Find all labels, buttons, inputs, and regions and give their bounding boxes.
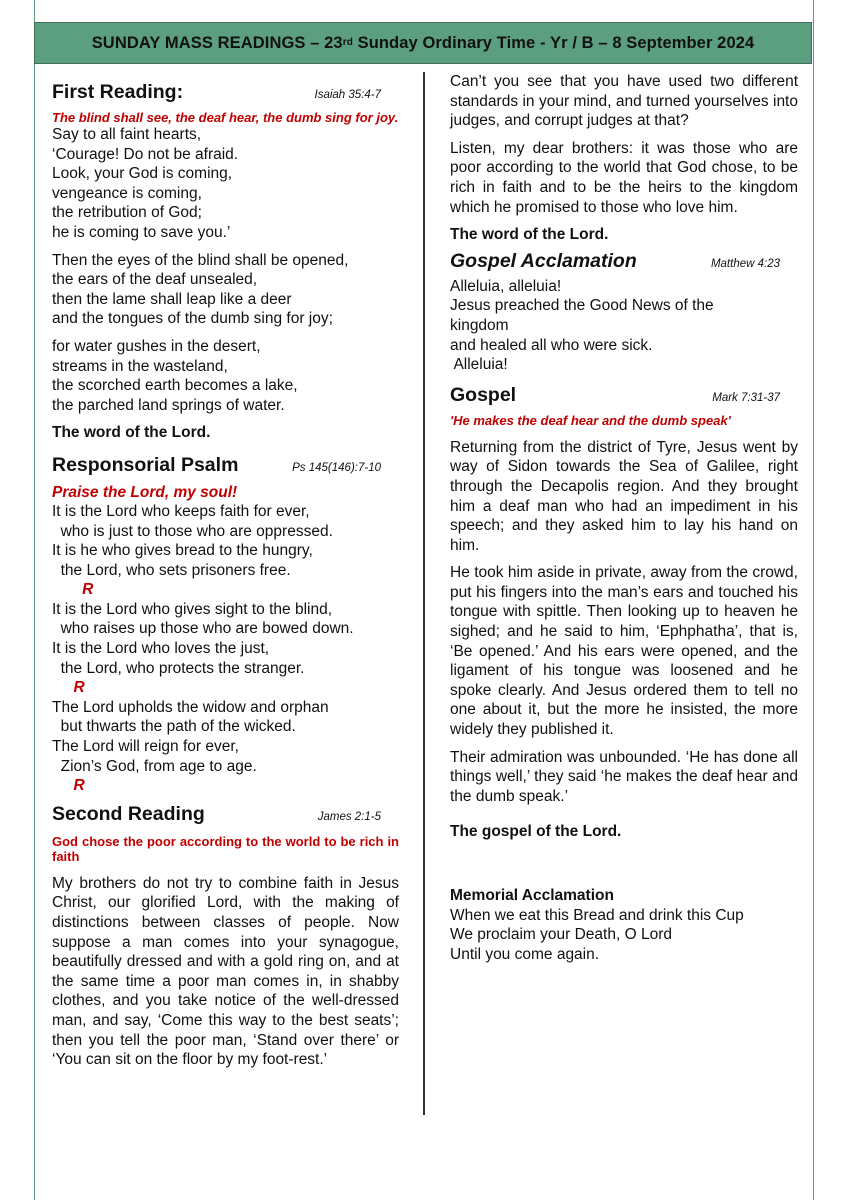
- page-title-banner: SUNDAY MASS READINGS – 23 rd Sunday Ordinary Time - Yr / B – 8 September 2024: [34, 22, 812, 64]
- banner-title-prefix: SUNDAY MASS READINGS – 23: [91, 33, 343, 52]
- psalm-verses: [52, 502, 399, 796]
- acclamation-line: and healed all who were sick.: [450, 336, 653, 354]
- psalm-response-marker: R: [52, 581, 94, 599]
- first-reading-stanza: [52, 125, 399, 243]
- psalm-line: It is the Lord who loves the just,: [52, 640, 270, 658]
- page-border-right: [813, 0, 814, 1200]
- psalm-line: but thwarts the path of the wicked.: [52, 718, 296, 736]
- verse-line: the parched land springs of water.: [52, 396, 285, 414]
- verse-line: vengeance is coming,: [52, 184, 202, 202]
- first-reading-stanza: [52, 251, 399, 329]
- gospel-paragraph: Returning from the district of Tyre, Jesus went by way of Sidon towards the Sea of Galilee, right through the Decapolis region. And they brought him a deaf man who had an impediment in his speech; and they asked him to lay his hand on him.: [450, 438, 798, 554]
- psalm-line: It is he who gives bread to the hungry,: [52, 542, 313, 560]
- first-reading-heading: [52, 80, 399, 104]
- verse-line: and the tongues of the dumb sing for joy;: [52, 310, 333, 328]
- second-reading-paragraph: Can’t you see that you have used two different standards in your mind, and turned yourselves into judges, and corrupt judges at that?: [450, 73, 798, 130]
- page-border-left: [34, 0, 35, 1200]
- verse-line: for water gushes in the desert,: [52, 337, 261, 355]
- psalm-line: who is just to those who are oppressed.: [52, 522, 333, 540]
- verse-line: then the lame shall leap like a deer: [52, 290, 292, 308]
- verse-line: Say to all faint hearts,: [52, 126, 202, 143]
- psalm-response-marker: R: [52, 777, 85, 795]
- gospel-paragraph: He took him aside in private, away from the crowd, put his fingers into the man’s ears and touched his tongue with spittle. Then looking up to heaven he sighed; and he said to him, ‘Ephphatha’, that is, ‘Be opened.’ And his ears were opened, and the ligament of his tongue was loosened and he spoke clearly. And Jesus ordered them to tell no one about it, but the more he insisted, the more widely they published it.: [450, 564, 798, 739]
- gospel-title: Gospel: [450, 383, 517, 406]
- verse-line: the ears of the deaf unsealed,: [52, 271, 258, 289]
- second-reading-title: Second Reading: [52, 802, 205, 825]
- column-divider: [423, 72, 425, 1115]
- psalm-response-marker: R: [52, 679, 85, 697]
- gospel-paragraph: Their admiration was unbounded. ‘He has done all things well,’ they said ‘he makes the deaf hear and the dumb speak.’: [450, 748, 798, 805]
- psalm-line: the Lord, who protects the stranger.: [52, 659, 305, 677]
- second-reading-closing: The word of the Lord.: [450, 226, 609, 244]
- first-reading-stanza: [52, 337, 399, 415]
- psalm-line: The Lord upholds the widow and orphan: [52, 698, 329, 716]
- acclamation-line: Alleluia, alleluia!: [450, 277, 562, 295]
- banner-title-suffix: Sunday Ordinary Time - Yr / B – 8 September 2024: [352, 33, 755, 52]
- memorial-line: Until you come again.: [450, 945, 600, 963]
- gospel-acclamation-text: [450, 277, 798, 375]
- psalm-line: The Lord will reign for ever,: [52, 738, 239, 756]
- verse-line: streams in the wasteland,: [52, 357, 228, 375]
- gospel-acclamation-title: Gospel Acclamation: [450, 249, 637, 272]
- psalm-line: It is the Lord who gives sight to the blind,: [52, 600, 333, 618]
- gospel-closing: The gospel of the Lord.: [450, 823, 622, 841]
- right-column: [450, 72, 798, 964]
- psalm-response: Praise the Lord, my soul!: [52, 483, 238, 501]
- gospel-subtitle: 'He makes the deaf hear and the dumb speak': [450, 412, 731, 428]
- verse-line: the scorched earth becomes a lake,: [52, 377, 298, 395]
- first-reading-subtitle: The blind shall see, the deaf hear, the dumb sing for joy.: [52, 110, 399, 125]
- first-reading-ref: Isaiah 35:4-7: [314, 89, 381, 101]
- memorial-line: We proclaim your Death, O Lord: [450, 926, 672, 944]
- verse-line: Look, your God is coming,: [52, 165, 233, 183]
- verse-line: the retribution of God;: [52, 204, 202, 222]
- first-reading-title: First Reading:: [52, 81, 184, 103]
- second-reading-paragraph: My brothers do not try to combine faith in Jesus Christ, our glorified Lord, with the making of distinctions between classes of people. Now suppose a man comes into your synagogue, beautifully dressed and with a gold ring on, and at the same time a poor man comes in, in shabby clothes, and you take notice of the well-dressed man, and say, ‘Come this way to the best seats’; then you tell the poor man, ‘Stand over there’ or ‘You can sit on the floor by my foot-rest.’: [52, 874, 399, 1069]
- psalm-line: It is the Lord who keeps faith for ever,: [52, 502, 310, 520]
- second-reading-heading: [52, 802, 399, 826]
- memorial-acclamation-text: [450, 906, 798, 965]
- memorial-acclamation-title: Memorial Acclamation: [450, 887, 614, 904]
- verse-line: Then the eyes of the blind shall be opened,: [52, 251, 349, 269]
- psalm-line: the Lord, who sets prisoners free.: [52, 561, 291, 579]
- gospel-ref: Mark 7:31-37: [712, 391, 780, 404]
- acclamation-line: Jesus preached the Good News of the kingdom: [450, 297, 714, 334]
- gospel-acclamation-heading: [450, 249, 798, 273]
- second-reading-subtitle: God chose the poor according to the world to be rich in faith: [52, 833, 399, 864]
- second-reading-ref: James 2:1-5: [317, 810, 381, 823]
- psalm-heading: [52, 453, 399, 477]
- gospel-heading: [450, 383, 798, 407]
- psalm-ref: Ps 145(146):7-10: [292, 461, 381, 474]
- psalm-line: who raises up those who are bowed down.: [52, 620, 354, 638]
- verse-line: ‘Courage! Do not be afraid.: [52, 145, 239, 163]
- left-column: [52, 72, 399, 1070]
- memorial-line: When we eat this Bread and drink this Cup: [450, 906, 744, 924]
- verse-line: he is coming to save you.’: [52, 223, 231, 241]
- psalm-title: Responsorial Psalm: [52, 453, 239, 476]
- acclamation-line: Alleluia!: [450, 356, 508, 374]
- first-reading-closing: The word of the Lord.: [52, 424, 211, 442]
- psalm-line: Zion’s God, from age to age.: [52, 757, 257, 775]
- second-reading-paragraph: Listen, my dear brothers: it was those who are poor according to the world that God chose, to be rich in faith and to be the heirs to the kingdom which he promised to those who love him.: [450, 139, 798, 216]
- gospel-acclamation-ref: Matthew 4:23: [710, 257, 780, 270]
